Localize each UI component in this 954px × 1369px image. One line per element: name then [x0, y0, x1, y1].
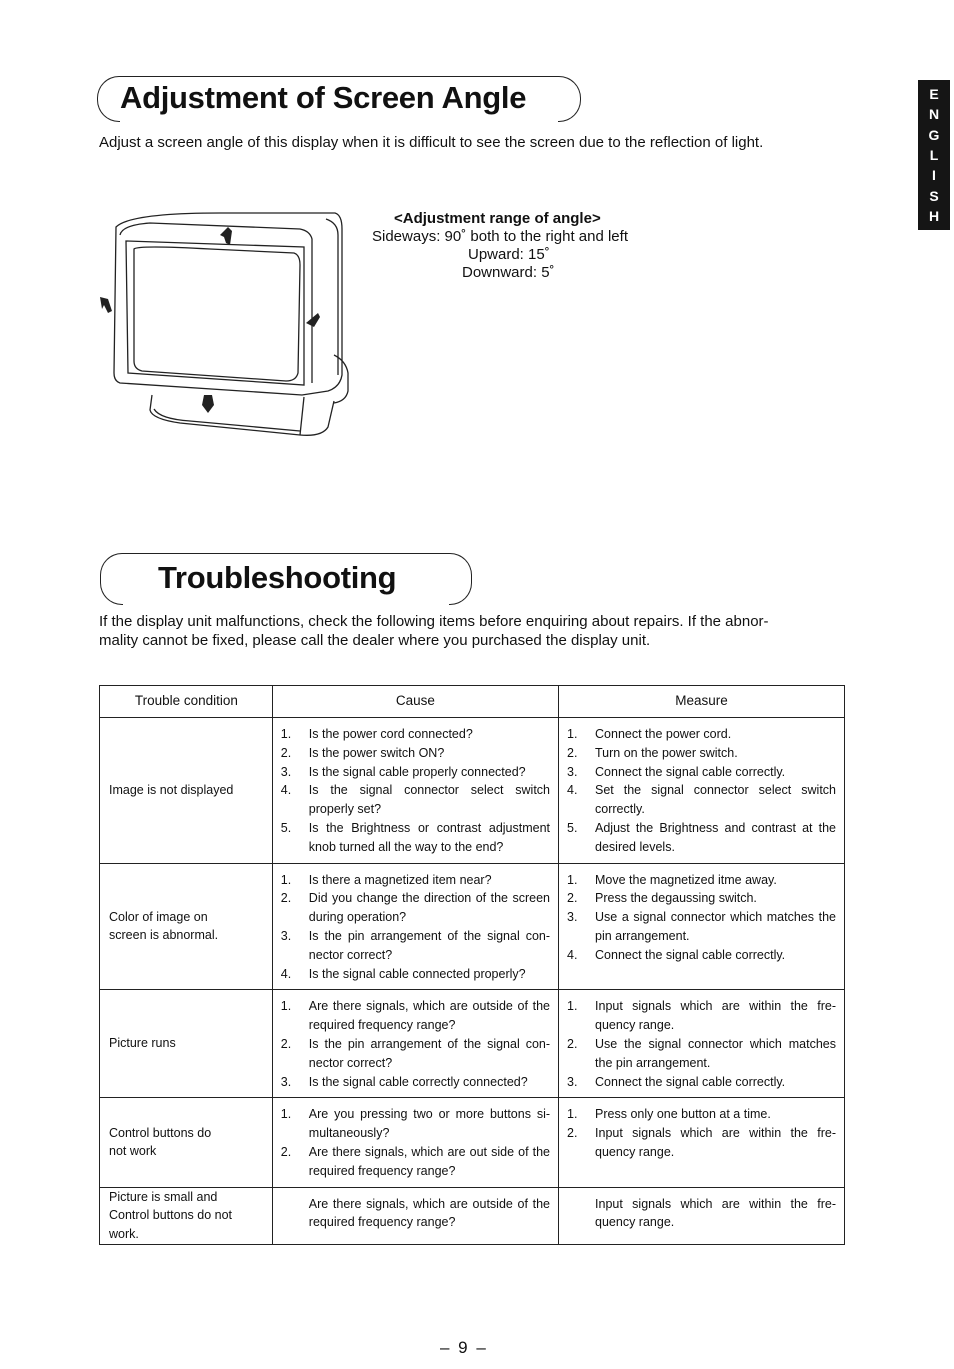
item-text: Connect the signal cable correctly.	[595, 1074, 786, 1089]
list-item	[567, 946, 836, 965]
item-text: Connect the signal cable correctly.	[595, 947, 786, 962]
angle-upward: Upward: 15˚	[468, 246, 550, 263]
item-text: Is the power switch ON?	[308, 745, 445, 760]
intro-line-2: mality cannot be fixed, please call the dealer where you purchased the display unit.	[99, 632, 651, 649]
trouble-condition	[100, 1098, 273, 1187]
item-number: 2.	[280, 891, 292, 906]
table-row	[100, 1187, 845, 1244]
item-text: Press the degaussing switch.	[595, 891, 757, 906]
table-row	[100, 1098, 845, 1187]
item-number: 2.	[280, 1144, 292, 1159]
list-item	[567, 763, 836, 782]
item-text: Is the signal connector select switch properly set?	[308, 783, 551, 817]
item-text: Turn on the power switch.	[595, 745, 738, 760]
item-number: 2.	[567, 1036, 578, 1051]
item-number: 1.	[567, 872, 578, 887]
list-item	[281, 1035, 550, 1073]
item-number: 3.	[567, 764, 578, 779]
list-item	[281, 889, 550, 927]
list-item	[281, 781, 550, 819]
item-number: 2.	[567, 745, 578, 760]
condition-line: Picture runs	[109, 1036, 176, 1051]
trouble-condition	[100, 990, 273, 1098]
bracket-right	[449, 553, 472, 605]
item-number: 1.	[280, 872, 292, 887]
item-text: Press only one button at a time.	[595, 1107, 771, 1122]
bracket-left	[97, 76, 120, 122]
list-item	[281, 1105, 550, 1143]
tab-letter: S	[929, 187, 939, 204]
measure-cell	[559, 1098, 845, 1187]
condition-line: Control buttons do	[109, 1125, 212, 1140]
item-number: 3.	[567, 1074, 578, 1089]
list-item	[281, 763, 550, 782]
cause-cell	[272, 863, 558, 990]
bracket-right	[558, 76, 581, 122]
item-text: Use the signal connector which matches the pin arrangement.	[595, 1036, 836, 1070]
item-text: Did you change the direction of the screen during operation?	[308, 891, 551, 925]
header-condition: Trouble condition	[100, 686, 273, 718]
item-text: Is the pin arrangement of the signal con- nector correct?	[308, 928, 551, 962]
condition-line: not work	[109, 1144, 157, 1159]
list-item	[567, 1124, 836, 1162]
troubleshooting-title: Troubleshooting	[158, 560, 397, 595]
item-text: Are there signals, which are outside of the required frequency range?	[308, 1196, 551, 1230]
trouble-condition	[100, 718, 273, 864]
measure-cell	[559, 863, 845, 990]
header-cause: Cause	[272, 686, 558, 718]
cause-cell	[272, 1098, 558, 1187]
item-text: Move the magnetized itme away.	[595, 872, 777, 887]
condition-line: work.	[109, 1227, 139, 1242]
condition-line: screen is abnormal.	[109, 928, 219, 943]
item-text: Input signals which are within the fre- quency range.	[595, 1126, 836, 1159]
trouble-condition	[100, 1187, 273, 1244]
list-item	[567, 871, 836, 890]
header-measure: Measure	[559, 686, 845, 718]
item-number: 3.	[280, 1074, 292, 1089]
item-number: 4.	[567, 947, 578, 962]
condition-line: Color of image on	[109, 909, 208, 924]
item-number: 3.	[280, 764, 292, 779]
item-number: 5.	[567, 820, 578, 835]
item-number: 4.	[567, 783, 578, 798]
tab-letter: N	[928, 106, 940, 123]
item-text: Connect the signal cable correctly.	[595, 764, 786, 779]
item-number: 3.	[567, 910, 578, 925]
list-item	[281, 1143, 550, 1181]
troubleshooting-intro	[99, 612, 859, 650]
item-text: Adjust the Brightness and contrast at the desired levels.	[595, 820, 836, 854]
cause-cell	[272, 718, 558, 864]
angle-range-heading: <Adjustment range of angle>	[394, 210, 601, 227]
table-row	[100, 863, 845, 990]
list-item	[281, 997, 550, 1035]
screen-angle-title: Adjustment of Screen Angle	[120, 80, 527, 115]
item-text: Use a signal connector which matches the pin arrangement.	[595, 910, 836, 943]
item-text: Input signals which are within the fre- quency range.	[595, 1196, 836, 1230]
list-item	[567, 908, 836, 946]
list-item	[281, 871, 550, 890]
measure-cell	[559, 990, 845, 1098]
item-text: Are there signals, which are outside of the required frequency range?	[308, 999, 551, 1033]
item-text: Is the signal cable connected properly?	[308, 966, 526, 981]
table-row	[100, 990, 845, 1098]
tab-letter: L	[929, 146, 939, 163]
list-item	[567, 1073, 836, 1092]
language-tab	[918, 80, 950, 230]
list-item	[567, 744, 836, 763]
cause-cell	[272, 990, 558, 1098]
table-row	[100, 718, 845, 864]
item-text: Is the signal cable correctly connected?	[308, 1074, 528, 1089]
item-number: 1.	[567, 999, 578, 1014]
measure-cell	[559, 1187, 845, 1244]
screen-angle-description: Adjust a screen angle of this display when it is difficult to see the screen due to the reflection of light.	[99, 134, 764, 151]
page-number: – 9 –	[440, 1338, 488, 1357]
condition-line: Picture is small and	[109, 1189, 218, 1204]
tab-letter: G	[928, 126, 940, 143]
list-item	[281, 725, 550, 744]
angle-range-block	[372, 210, 672, 282]
condition-line: Image is not displayed	[109, 782, 234, 797]
item-text: Input signals which are within the fre- quency range.	[595, 999, 836, 1033]
bracket-top-line	[119, 76, 559, 77]
condition-line: Control buttons do not	[109, 1208, 232, 1223]
troubleshooting-table	[99, 685, 845, 1245]
tab-letter: E	[929, 86, 939, 103]
item-number: 1.	[280, 1107, 292, 1122]
item-number: 1.	[567, 1107, 578, 1122]
item-number: 4.	[280, 966, 292, 981]
item-number: 2.	[567, 1126, 578, 1141]
item-text: Is the pin arrangement of the signal con- nector correct?	[308, 1036, 551, 1070]
item-text: Is the power cord connected?	[308, 727, 473, 741]
item-number: 2.	[280, 1036, 292, 1051]
list-item	[567, 997, 836, 1035]
list-item	[281, 744, 550, 763]
list-item	[567, 781, 836, 819]
tab-letter: H	[928, 207, 940, 224]
list-item	[567, 1035, 836, 1073]
intro-line-1: If the display unit malfunctions, check the following items before enquiring about repairs. If the abnor-	[99, 613, 769, 630]
bracket-top-line	[122, 553, 450, 554]
item-text: Is the signal cable properly connected?	[308, 764, 526, 779]
item-number: 1.	[567, 727, 578, 741]
list-item	[567, 725, 836, 744]
angle-sideways: Sideways: 90˚ both to the right and left	[372, 228, 628, 245]
item-number: 1.	[280, 999, 292, 1014]
monitor-illustration	[90, 205, 360, 445]
list-item	[567, 889, 836, 908]
item-number: 3.	[280, 928, 292, 943]
list-item	[281, 965, 550, 984]
trouble-condition	[100, 863, 273, 990]
item-number: 2.	[567, 891, 578, 906]
item-number: 1.	[280, 727, 292, 741]
list-item	[281, 927, 550, 965]
item-text: Set the signal connector select switch correctly.	[595, 783, 836, 817]
list-item	[567, 819, 836, 857]
item-number: 4.	[280, 783, 292, 798]
list-item	[567, 1105, 836, 1124]
table-header-row	[100, 686, 845, 718]
angle-downward: Downward: 5˚	[462, 264, 555, 281]
item-text: Is the Brightness or contrast adjustment knob turned all the way to the end?	[308, 820, 551, 854]
item-number: 2.	[280, 745, 292, 760]
item-number: 5.	[280, 820, 292, 835]
item-text: Connect the power cord.	[595, 727, 732, 741]
item-text: Are you pressing two or more buttons si- multaneously?	[308, 1107, 551, 1141]
item-text: Is there a magnetized item near?	[308, 872, 492, 887]
cause-cell	[272, 1187, 558, 1244]
bracket-left	[100, 553, 123, 605]
item-text: Are there signals, which are out side of the required frequency range?	[308, 1144, 551, 1178]
table-body	[100, 718, 845, 1245]
list-item	[281, 1073, 550, 1092]
measure-cell	[559, 718, 845, 864]
list-item	[281, 819, 550, 857]
tab-letter: I	[932, 167, 936, 184]
